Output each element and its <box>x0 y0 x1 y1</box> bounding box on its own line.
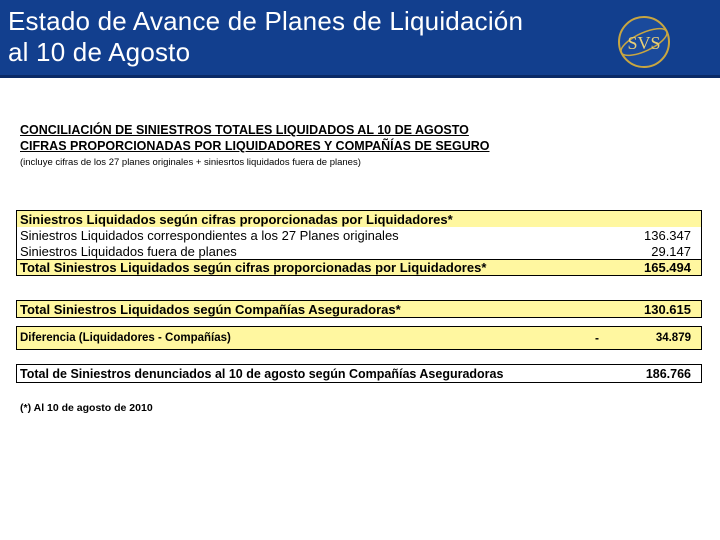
page-title-line-1: Estado de Avance de Planes de Liquidación <box>8 6 524 36</box>
svs-logo <box>616 14 672 70</box>
total-value: 165.494 <box>644 260 691 275</box>
difference-label: Diferencia (Liquidadores - Compañías) <box>20 331 231 344</box>
total-label: Total Siniestros Liquidados según Compañías Aseguradoras* <box>20 301 401 317</box>
total-value: 186.766 <box>645 366 691 381</box>
row-label: Siniestros Liquidados fuera de planes <box>20 243 237 259</box>
total-row <box>17 301 701 317</box>
difference-value: 34.879 <box>655 331 691 344</box>
table-header-row <box>17 211 701 227</box>
total-value: 130.615 <box>644 301 691 317</box>
title-banner <box>0 0 720 75</box>
row-value: 136.347 <box>644 227 691 243</box>
total-label: Total de Siniestros denunciados al 10 de agosto según Compañías Aseguradoras <box>20 366 504 381</box>
row-label: Siniestros Liquidados según cifras proporcionadas por Liquidadores* <box>20 211 453 227</box>
total-label: Total Siniestros Liquidados según cifras proporcionadas por Liquidadores* <box>20 260 487 275</box>
reconciliation-heading <box>20 122 490 170</box>
page-title <box>8 6 608 68</box>
heading-line-2: CIFRAS PROPORCIONADAS POR LIQUIDADORES Y COMPAÑÍAS DE SEGURO <box>20 139 490 153</box>
insurers-total-box <box>16 300 702 318</box>
footnote: (*) Al 10 de agosto de 2010 <box>20 402 153 414</box>
difference-sign: - <box>595 330 599 345</box>
row-value: 29.147 <box>651 243 691 259</box>
table-row <box>17 227 701 243</box>
heading-note: (incluye cifras de los 27 planes originales + siniesrtos liquidados fuera de planes) <box>20 157 361 168</box>
difference-box <box>16 326 702 350</box>
total-row <box>17 259 701 275</box>
header-divider <box>0 75 720 78</box>
page-title-line-2: al 10 de Agosto <box>8 37 191 67</box>
table-row <box>17 243 701 259</box>
difference-row <box>17 327 701 348</box>
reported-claims-box <box>16 364 702 383</box>
logo-text: SVS <box>627 33 661 53</box>
total-row <box>17 365 701 382</box>
liquidator-figures-table <box>16 210 702 276</box>
heading-line-1: CONCILIACIÓN DE SINIESTROS TOTALES LIQUIDADOS AL 10 DE AGOSTO <box>20 123 469 137</box>
row-label: Siniestros Liquidados correspondientes a los 27 Planes originales <box>20 227 399 243</box>
